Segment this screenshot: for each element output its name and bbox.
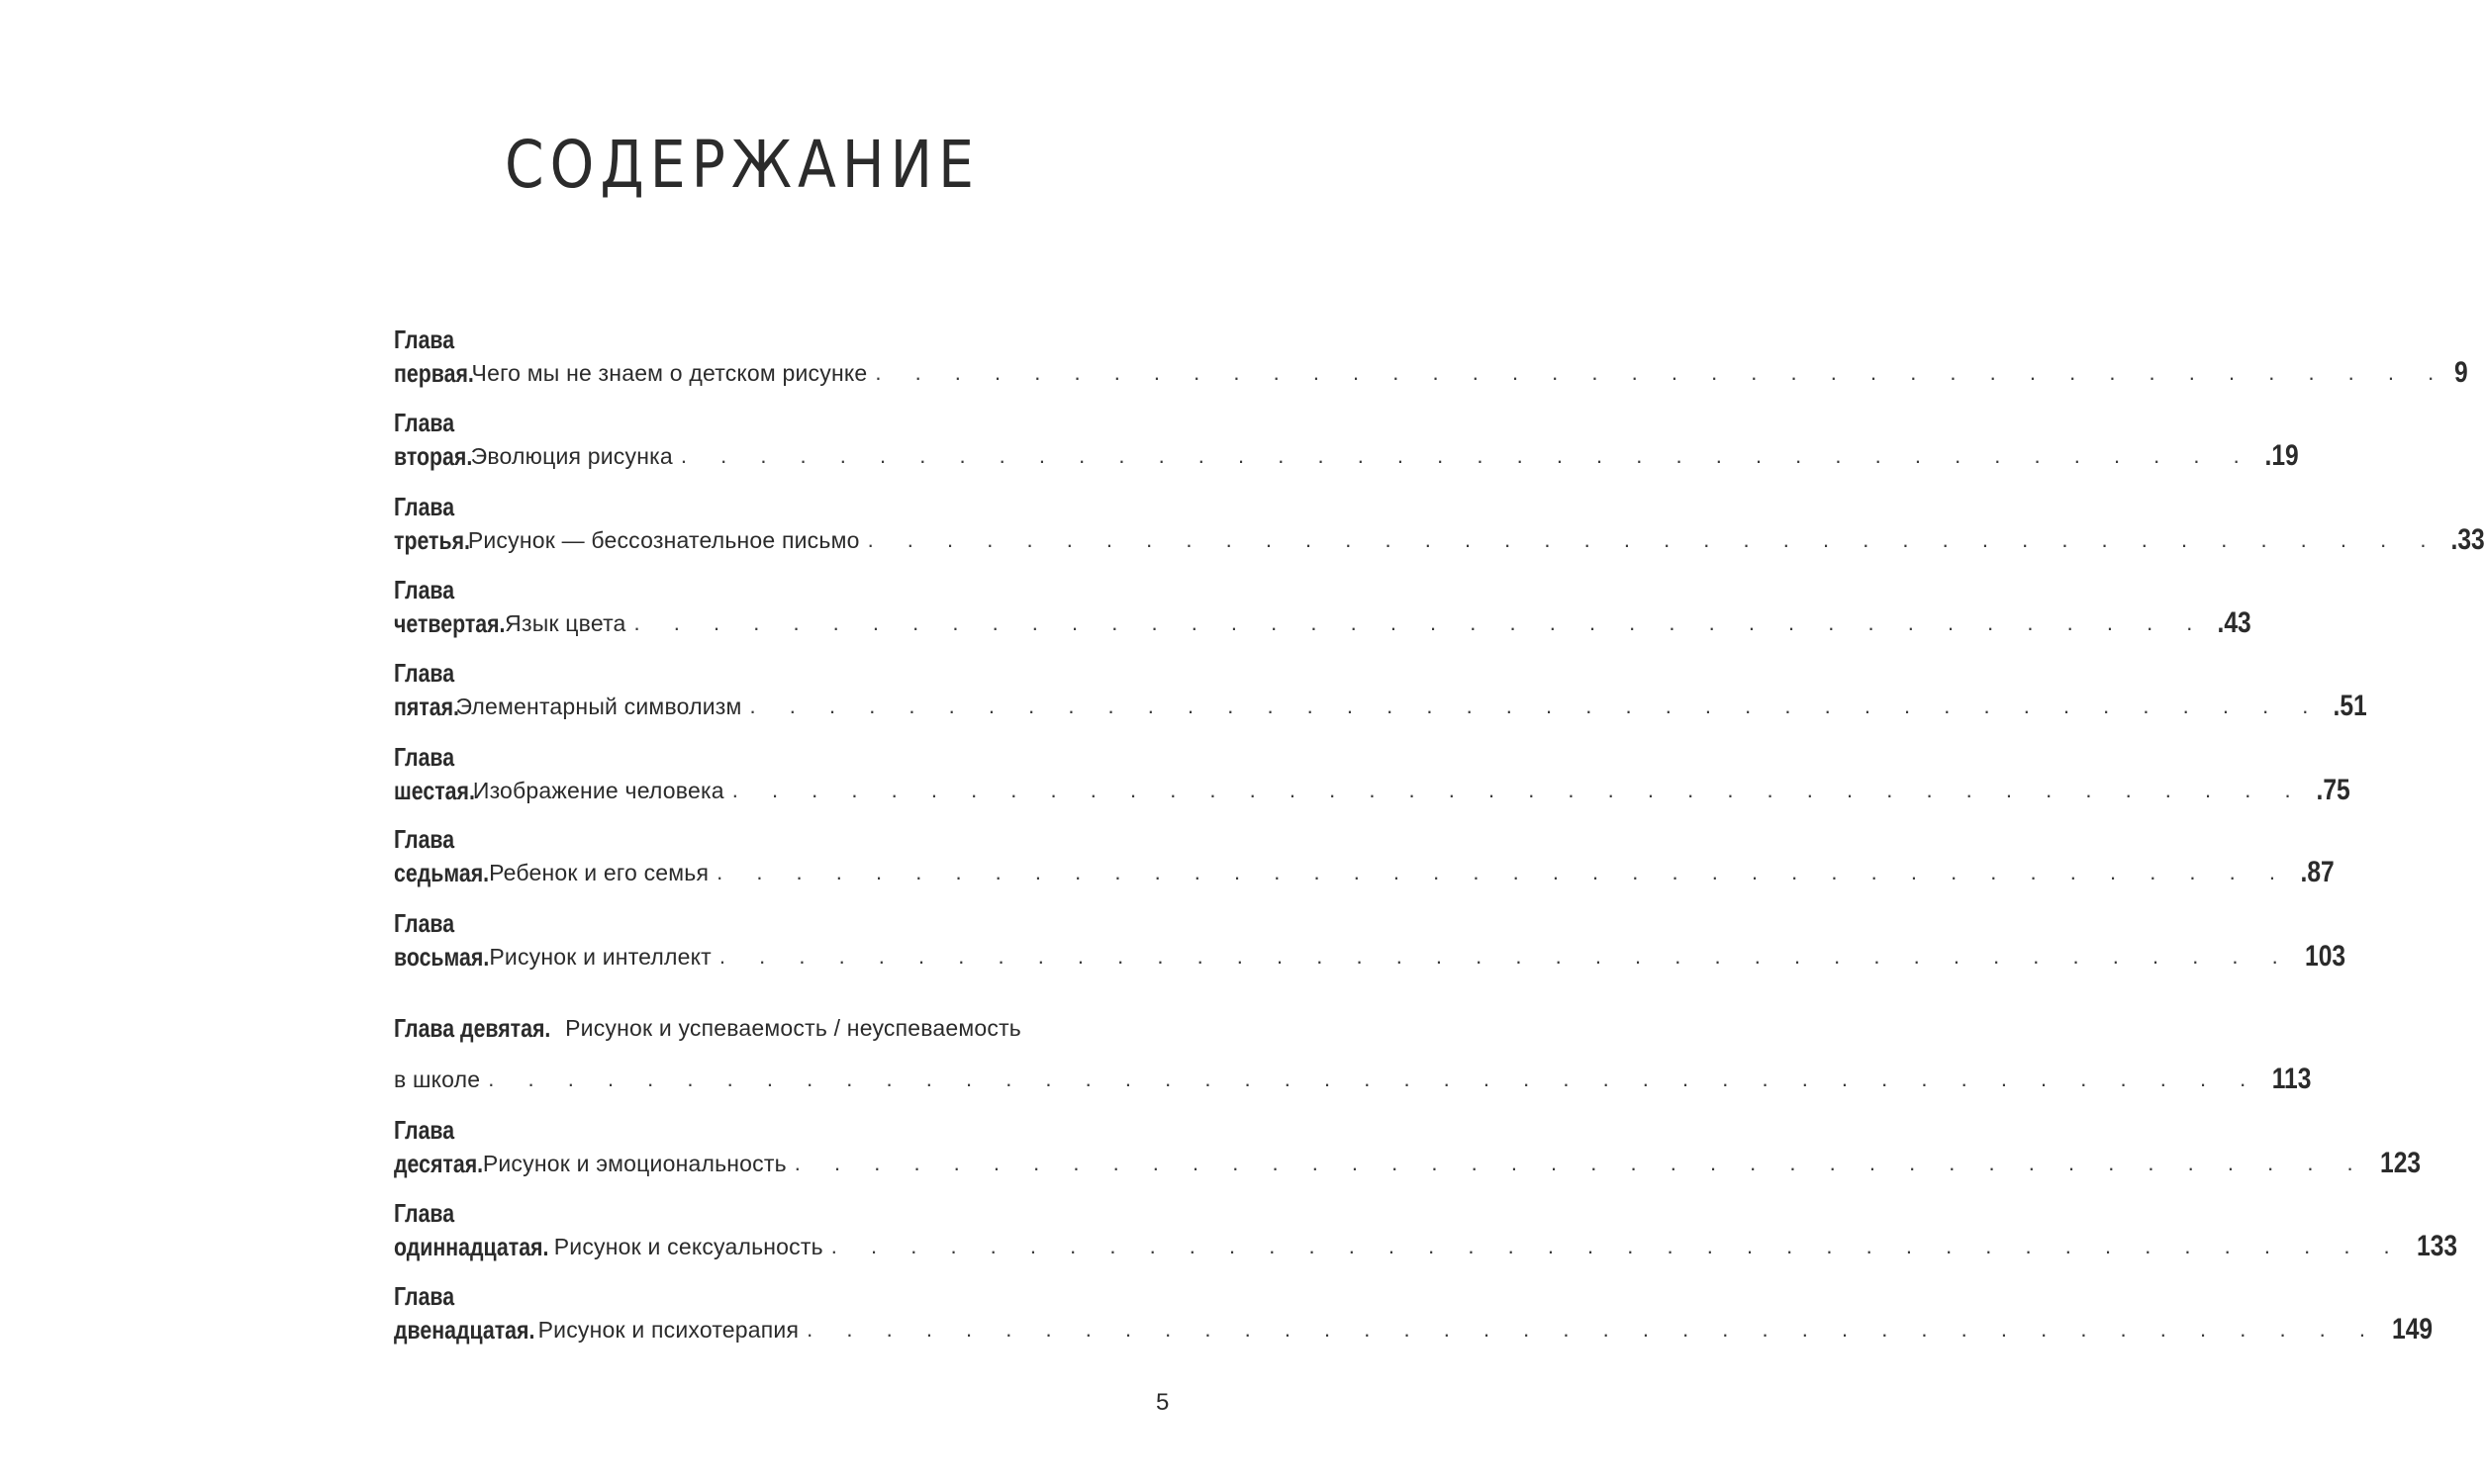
chapter-title: Рисунок и успеваемость / неуспеваемость [565,1015,1021,1041]
page-ref: .43 [2217,606,2252,639]
chapter-title: Ребенок и его семья [489,860,710,885]
chapter-label: Глава четвертая. [394,575,506,638]
dot-leader: . . . . . . . . . . . . . . . . . . . . . . . . . . . . . . . . . . . . . . . . [830,1234,2404,1258]
chapter-title: Язык цвета [505,610,626,636]
dot-leader: . . . . . . . . . . . . . . . . . . . . . . . . . . . . . . . . . . . . . . . . [731,778,2305,802]
chapter-label: Глава девятая. [394,1013,551,1043]
dot-leader: . . . . . . . . . . . . . . . . . . . . . . . . . . . . . . . . . . . . . . . . [718,944,2292,969]
dot-leader: . . . . . . . . . . . . . . . . . . . . . . . . . . . . . . . . . . . . . . . . [633,610,2207,635]
chapter-label: Глава третья. [394,492,470,555]
toc-entry-7[interactable] [394,824,2335,889]
page-ref: 9 [2454,356,2468,389]
page-ref: .51 [2333,690,2368,722]
chapter-label: Глава пятая. [394,658,459,721]
chapter-label: Глава восьмая. [394,908,490,972]
toc-entry-4[interactable] [394,575,2252,640]
chapter-title-continued: в школе [394,1067,481,1092]
page-title: СОДЕРЖАНИЕ [505,127,980,203]
page-ref: .87 [2300,856,2335,888]
dot-leader: . . . . . . . . . . . . . . . . . . . . . . . . . . . . . . . . . . . . . . . . [867,527,2440,552]
toc-entry-8[interactable] [394,908,2345,974]
toc-entry-12[interactable] [394,1281,2434,1346]
toc-entry-9[interactable] [394,1011,2312,1096]
table-of-contents [394,0,2485,1484]
dot-leader: . . . . . . . . . . . . . . . . . . . . . . . . . . . . . . . . . . . . . . . . [749,694,2323,718]
chapter-title: Рисунок и эмоциональность [482,1151,787,1176]
chapter-title: Изображение человека [472,778,724,803]
chapter-title: Элементарный символизм [455,694,742,719]
page-ref: 123 [2379,1147,2421,1179]
page-ref: 113 [2271,1063,2312,1095]
toc-entry-3[interactable] [394,492,2485,557]
page-ref: 103 [2304,940,2345,973]
toc-entry-11[interactable] [394,1198,2457,1263]
dot-leader: . . . . . . . . . . . . . . . . . . . . . . . . . . . . . . . . . . . . . . . . [794,1151,2367,1175]
chapter-label: Глава первая. [394,325,474,388]
chapter-title: Рисунок — бессознательное письмо [467,527,860,553]
page-ref: 149 [2392,1313,2434,1345]
chapter-title: Чего мы не знаем о детском рисунке [471,360,868,386]
chapter-title: Рисунок и психотерапия [537,1317,800,1343]
page-number: 5 [1156,1389,1170,1416]
page-ref: .75 [2316,774,2350,806]
page-ref: .33 [2450,523,2485,556]
toc-entry-1[interactable] [394,325,2468,390]
chapter-label: Глава вторая. [394,408,473,471]
toc-entry-6[interactable] [394,742,2350,807]
page-ref: 133 [2416,1230,2457,1262]
dot-leader: . . . . . . . . . . . . . . . . . . . . . . . . . . . . . . . . . . . . . . . . [717,860,2289,884]
chapter-label: Глава десятая. [394,1115,484,1178]
toc-entry-2[interactable] [394,408,2299,473]
dot-leader: . . . . . . . . . . . . . . . . . . . . . . . . . . . . . . . . . . . . . . . . . . . . . [488,1067,2260,1091]
chapter-label: Глава одиннадцатая. [394,1198,549,1261]
toc-entry-10[interactable] [394,1115,2421,1180]
chapter-title: Рисунок и интеллект [489,944,712,970]
chapter-title: Рисунок и сексуальность [553,1234,823,1259]
dot-leader: . . . . . . . . . . . . . . . . . . . . . . . . . . . . . . . . . . . . . . . . [680,443,2253,468]
page-ref: .19 [2264,439,2299,472]
dot-leader: . . . . . . . . . . . . . . . . . . . . . . . . . . . . . . . . . . . . . . . . [875,360,2448,385]
chapter-label: Глава шестая. [394,742,475,805]
dot-leader: . . . . . . . . . . . . . . . . . . . . . . . . . . . . . . . . . . . . . . . . [807,1317,2380,1342]
chapter-label: Глава седьмая. [394,824,490,887]
chapter-label: Глава двенадцатая. [394,1281,535,1345]
chapter-title: Эволюция рисунка [470,443,673,469]
toc-entry-5[interactable] [394,658,2368,723]
